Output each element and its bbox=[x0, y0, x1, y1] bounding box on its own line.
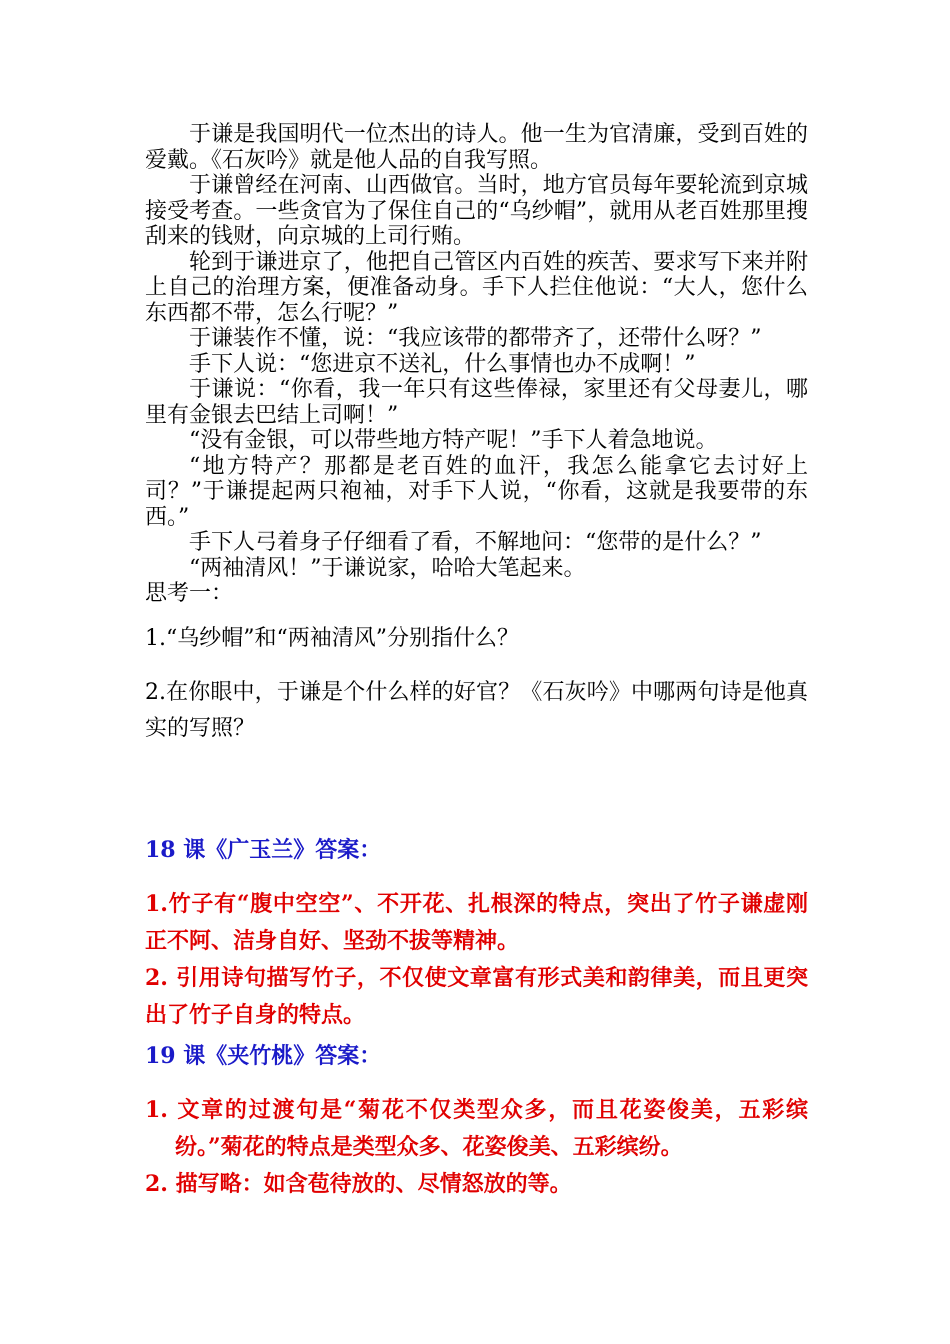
answers-section bbox=[145, 832, 808, 1203]
lesson-19-answer-1: 1. 文章的过渡句是“菊花不仅类型众多，而且花姿俊美，五彩缤纷。”菊花的特点是类型众多、花姿俊美、五彩缤纷。 bbox=[145, 1097, 808, 1160]
story-section bbox=[145, 122, 808, 607]
lesson-18-answer-2: 2. 引用诗句描写竹子，不仅使文章富有形式美和韵律美，而且更突出了竹子自身的特点。 bbox=[145, 965, 808, 1028]
lesson-19-answer-2: 2. 描写略：如含苞待放的、尽情怒放的等。 bbox=[145, 1171, 572, 1197]
lesson-18-title: 18 课《广玉兰》答案： bbox=[145, 837, 382, 863]
lesson-18-answer-1: 1.竹子有“腹中空空”、不开花、扎根深的特点，突出了竹子谦虚刚正不阿、洁身自好、坚劲不拔等精神。 bbox=[145, 891, 808, 954]
lesson-19-title: 19 课《夹竹桃》答案： bbox=[145, 1043, 382, 1069]
think-heading: 思考一： bbox=[145, 581, 234, 606]
story-paragraph: “没有金银，可以带些地方特产呢！”手下人着急地说。 bbox=[189, 428, 718, 453]
question-2: 2.在你眼中，于谦是个什么样的好官？《石灰吟》中哪两句诗是他真实的写照？ bbox=[145, 679, 808, 741]
story-paragraph: 手下人弓着身子仔细看了看，不解地问：“您带的是什么？” bbox=[189, 530, 762, 555]
question-1: 1.“乌纱帽”和“两袖清风”分别指什么？ bbox=[145, 625, 519, 651]
story-paragraph: “地方特产？那都是老百姓的血汗，我怎么能拿它去讨好上司？”于谦提起两只袍袖，对手下人说，“你看，这就是我要带的东西。” bbox=[145, 453, 808, 530]
story-paragraph: 于谦说：“你看，我一年只有这些俸禄，家里还有父母妻儿，哪里有金银去巴结上司啊！” bbox=[145, 377, 808, 428]
document-page bbox=[145, 122, 808, 1197]
story-paragraph: 轮到于谦进京了，他把自己管区内百姓的疾苦、要求写下来并附上自己的治理方案，便准备动身。手下人拦住他说：“大人，您什么东西都不带，怎么行呢？” bbox=[145, 249, 808, 326]
story-paragraph: 于谦装作不懂，说：“我应该带的都带齐了，还带什么呀？” bbox=[189, 326, 762, 351]
story-paragraph: “两袖清风！”于谦说家，哈哈大笔起来。 bbox=[189, 555, 586, 581]
story-paragraph: 于谦曾经在河南、山西做官。当时，地方官员每年要轮流到京城接受考查。一些贪官为了保住自己的“乌纱帽”，就用从老百姓那里搜刮来的钱财，向京城的上司行贿。 bbox=[145, 173, 808, 249]
story-paragraph: 手下人说：“您进京不送礼，什么事情也办不成啊！” bbox=[189, 351, 696, 377]
story-paragraph: 于谦是我国明代一位杰出的诗人。他一生为官清廉，受到百姓的爱戴。《石灰吟》就是他人品的自我写照。 bbox=[145, 122, 808, 173]
